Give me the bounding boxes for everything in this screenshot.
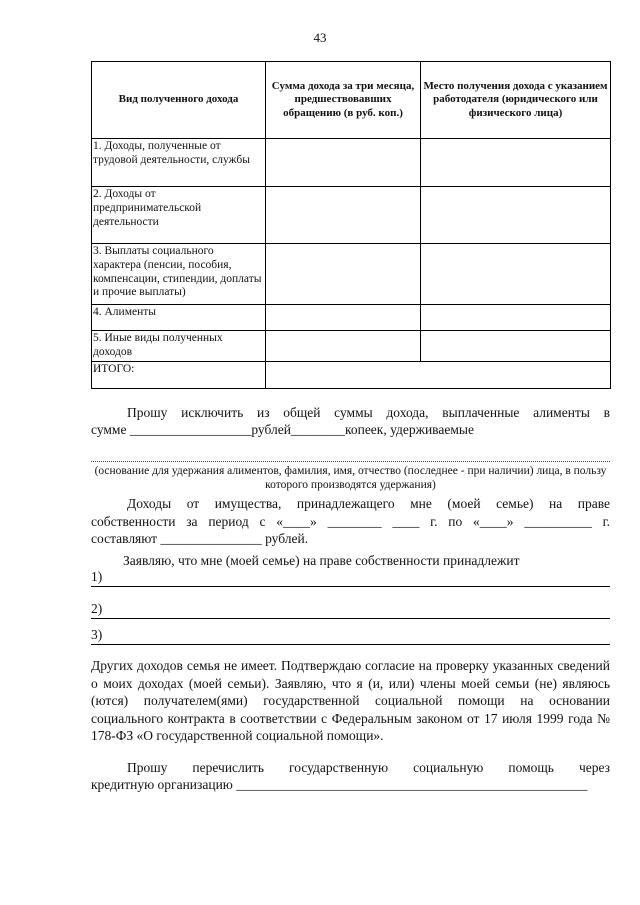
alimony-amount-line[interactable]: сумме __________________рублей________копеек, удерживаемые bbox=[91, 422, 474, 437]
ownership-item-1-number: 1) bbox=[91, 569, 103, 584]
source-cell-labor-income[interactable] bbox=[421, 139, 611, 187]
property-income-line-1 bbox=[91, 496, 610, 513]
table-row bbox=[92, 139, 611, 187]
ownership-item-3-number: 3) bbox=[91, 627, 103, 642]
table-row bbox=[92, 305, 611, 331]
property-income-amount-line[interactable]: составляют _______________ рублей. bbox=[91, 531, 309, 546]
property-income-text: Доходы от имущества, принадлежащего мне (моей семье) на праве bbox=[127, 496, 610, 511]
amount-cell-labor-income[interactable] bbox=[266, 139, 421, 187]
ownership-item-2-field[interactable] bbox=[91, 600, 610, 619]
ownership-item-1-field[interactable] bbox=[91, 568, 610, 587]
property-income-period-line[interactable]: собственности за период с «____» ________ ____ г. по «____» __________ г. bbox=[91, 514, 610, 529]
declaration-paragraph: Других доходов семья не имеет. Подтверждаю согласие на проверку указанных сведений о моих доходах (моей семьи). Заявляю, что я (и, или) члены моей семьи (не) являюсь (ются) получателем(ями) государственной социальной помощи на основании социального контракта в соответствии с Федеральным законом от 17 июля 1999 года № 178-ФЗ «О государственной социальной помощи». bbox=[91, 658, 610, 743]
header-income-source: Место получения дохода с указанием работодателя (юридического или физического лица) bbox=[421, 62, 611, 139]
row-label-other-income: 5. Иные виды полученных доходов bbox=[92, 331, 266, 362]
transfer-request-line-1 bbox=[91, 760, 610, 777]
row-label-labor-income: 1. Доходы, полученные от трудовой деятельности, службы bbox=[92, 139, 266, 187]
total-label: ИТОГО: bbox=[92, 362, 266, 389]
ownership-item-3-field[interactable] bbox=[91, 626, 610, 645]
amount-cell-business-income[interactable] bbox=[266, 187, 421, 244]
source-cell-business-income[interactable] bbox=[421, 187, 611, 244]
table-header-row bbox=[92, 62, 611, 139]
amount-cell-other-income[interactable] bbox=[266, 331, 421, 362]
table-row bbox=[92, 244, 611, 305]
page-number: 43 bbox=[313, 30, 327, 45]
alimony-request-line-1 bbox=[91, 405, 610, 422]
amount-cell-social-payments[interactable] bbox=[266, 244, 421, 305]
table-total-row bbox=[92, 362, 611, 389]
header-income-amount: Сумма дохода за три месяца, предшествовавших обращению (в руб. коп.) bbox=[266, 62, 421, 139]
row-label-business-income: 2. Доходы от предпринимательской деятельности bbox=[92, 187, 266, 244]
total-amount-cell[interactable] bbox=[266, 362, 611, 389]
alimony-basis-field[interactable] bbox=[91, 461, 610, 462]
header-income-type: Вид полученного дохода bbox=[92, 62, 266, 139]
row-label-alimony: 4. Алименты bbox=[92, 305, 266, 331]
row-label-social-payments: 3. Выплаты социального характера (пенсии, пособия, компенсации, стипендии, доплаты и прочие выплаты) bbox=[92, 244, 266, 305]
income-table bbox=[91, 61, 611, 389]
alimony-basis-caption: (основание для удержания алиментов, фамилия, имя, отчество (последнее - при наличии) лица, в пользу которого производятся удержания) bbox=[94, 465, 607, 491]
ownership-statement: Заявляю, что мне (моей семье) на праве собственности принадлежит bbox=[123, 553, 520, 568]
table-row bbox=[92, 187, 611, 244]
source-cell-social-payments[interactable] bbox=[421, 244, 611, 305]
source-cell-alimony[interactable] bbox=[421, 305, 611, 331]
amount-cell-alimony[interactable] bbox=[266, 305, 421, 331]
source-cell-other-income[interactable] bbox=[421, 331, 611, 362]
transfer-request-text: Прошу перечислить государственную социальную помощь через bbox=[127, 760, 610, 775]
ownership-item-2-number: 2) bbox=[91, 601, 103, 616]
table-row bbox=[92, 331, 611, 362]
credit-organization-field[interactable]: кредитную организацию ____________________________________________________ bbox=[91, 777, 588, 792]
alimony-request-text: Прошу исключить из общей суммы дохода, выплаченные алименты в bbox=[127, 405, 610, 420]
